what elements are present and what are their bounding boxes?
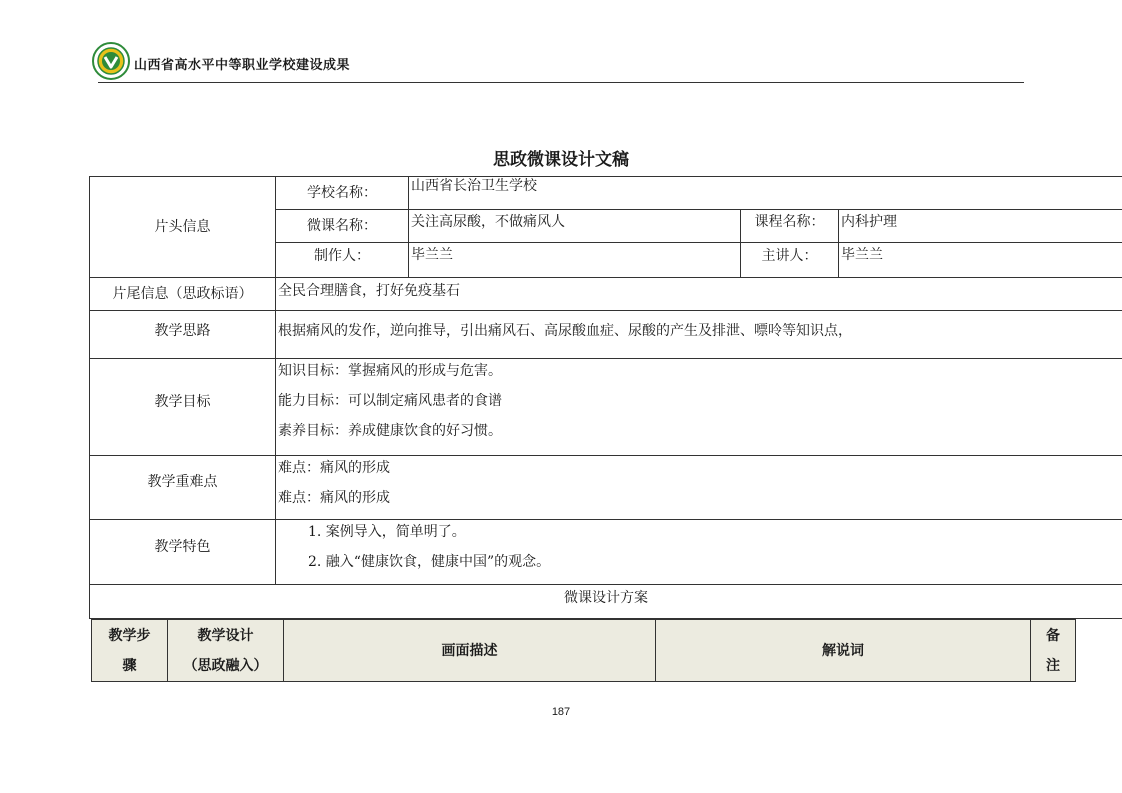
micro-label: 微课名称： <box>307 218 377 234</box>
school-label: 学校名称： <box>307 185 377 201</box>
col-remark-line: 注 <box>1046 657 1060 674</box>
goal-item: 素养目标：养成健康饮食的好习惯。 <box>278 423 502 439</box>
course-label: 课程名称： <box>754 214 825 230</box>
col-remark-line: 备 <box>1046 627 1060 644</box>
header-rule <box>98 82 1024 83</box>
col-design-line: （思政融入） <box>183 657 268 674</box>
feature-label: 教学特色 <box>154 539 211 555</box>
col-design-line: 教学设计 <box>197 627 254 644</box>
idea-value: 根据痛风的发作，逆向推导，引出痛风石、高尿酸血症、尿酸的产生及排泄、嘌呤等知识点， <box>278 323 852 339</box>
key-list <box>276 453 1122 515</box>
school-value: 山西省长治卫生学校 <box>411 178 537 194</box>
school-logo <box>92 42 130 80</box>
head-section-label: 片头信息 <box>154 219 211 235</box>
document-title: 思政微课设计文稿 <box>493 150 629 170</box>
maker-label: 制作人： <box>314 248 370 264</box>
key-item: 难点：痛风的形成 <box>278 490 390 506</box>
goal-list <box>276 356 1122 452</box>
col-remark <box>1031 620 1075 681</box>
tail-value: 全民合理膳食，打好免疫基石 <box>278 283 460 299</box>
tail-label: 片尾信息（思政标语） <box>112 286 253 302</box>
col-step <box>92 620 168 681</box>
plan-header-table <box>91 619 1076 682</box>
goal-label: 教学目标 <box>154 394 211 410</box>
key-item: 难点：痛风的形成 <box>278 460 390 476</box>
feature-item: 2. 融入“健康饮食，健康中国”的观念。 <box>308 554 551 570</box>
col-scene: 画面描述 <box>284 620 656 681</box>
col-narration: 解说词 <box>656 620 1031 681</box>
page-number: 187 <box>551 706 571 718</box>
maker-value: 毕兰兰 <box>411 247 453 263</box>
org-name: 山西省高水平中等职业学校建设成果 <box>134 58 351 73</box>
col-step-line: 教学步 <box>108 627 151 644</box>
feature-item: 1. 案例导入，简单明了。 <box>308 524 466 540</box>
course-value: 内科护理 <box>841 214 897 230</box>
goal-item: 能力目标：可以制定痛风患者的食谱 <box>278 393 502 409</box>
speaker-value: 毕兰兰 <box>841 247 883 263</box>
col-design <box>168 620 284 681</box>
page-header <box>92 42 1024 84</box>
plan-title: 微课设计方案 <box>564 590 648 606</box>
key-label: 教学重难点 <box>147 474 218 490</box>
feature-list <box>306 517 1122 579</box>
goal-item: 知识目标：掌握痛风的形成与危害。 <box>278 363 502 379</box>
col-step-line: 骤 <box>122 657 137 674</box>
micro-value: 关注高尿酸，不做痛风人 <box>411 214 565 230</box>
idea-label: 教学思路 <box>154 323 211 339</box>
speaker-label: 主讲人： <box>761 248 818 264</box>
